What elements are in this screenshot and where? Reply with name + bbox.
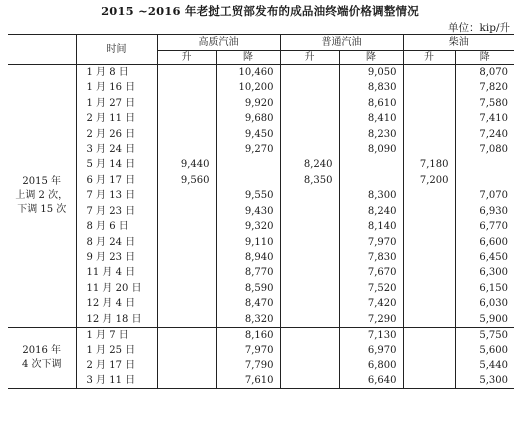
table-row — [8, 95, 514, 110]
date-cell: 1 月 25 日 — [76, 343, 157, 358]
table-row — [8, 111, 514, 126]
diesel-up-cell — [403, 296, 455, 311]
premium-down-cell: 9,680 — [216, 111, 280, 126]
diesel-down-cell: 5,300 — [479, 375, 508, 387]
regular-down-cell: 9,050 — [339, 65, 403, 81]
period-cell — [8, 65, 76, 328]
diesel-up-cell — [403, 281, 455, 296]
header-regular-up: 升 — [280, 51, 339, 65]
premium-down-cell — [216, 173, 280, 188]
diesel-up-cell — [403, 204, 455, 219]
diesel-down-cell: 6,300 — [479, 267, 508, 279]
diesel-up-cell — [403, 343, 455, 358]
regular-down-cell: 8,610 — [339, 95, 403, 110]
price-adjustment-table — [8, 34, 514, 389]
date-cell: 1 月 7 日 — [76, 327, 157, 343]
diesel-up-cell — [403, 358, 455, 373]
premium-down-cell — [216, 157, 280, 172]
diesel-up-cell — [403, 80, 455, 95]
table-title: 2015 ~2016 年老挝工贸部发布的成品油终端价格调整情况 — [101, 4, 419, 18]
regular-up-cell — [280, 111, 339, 126]
premium-down-cell: 9,270 — [216, 142, 280, 157]
table-row — [8, 265, 514, 280]
premium-down-cell: 8,470 — [216, 296, 280, 311]
premium-up-cell — [157, 265, 216, 280]
regular-up-cell — [280, 296, 339, 311]
date-cell: 8 月 6 日 — [76, 219, 157, 234]
premium-up-cell — [157, 234, 216, 249]
date-cell: 12 月 4 日 — [76, 296, 157, 311]
diesel-up-cell: 7,180 — [403, 157, 455, 172]
header-regular-gasoline: 普通汽油 — [280, 35, 403, 51]
premium-down-cell: 7,610 — [216, 373, 280, 389]
unit-label: 单位：kip/升 — [448, 22, 510, 34]
premium-up-cell — [157, 126, 216, 141]
date-cell: 3 月 11 日 — [76, 373, 157, 389]
diesel-down-cell: 7,820 — [479, 82, 508, 94]
header-regular-down: 降 — [339, 51, 403, 65]
date-cell: 12 月 18 日 — [76, 312, 157, 328]
diesel-down-cell: 5,900 — [455, 312, 514, 328]
table-row — [8, 65, 514, 81]
table-row — [8, 219, 514, 234]
date-cell: 1 月 8 日 — [76, 65, 157, 81]
regular-up-cell — [280, 204, 339, 219]
date-cell: 5 月 14 日 — [76, 157, 157, 172]
diesel-down-cell — [455, 173, 514, 188]
premium-down-cell: 8,590 — [216, 281, 280, 296]
header-premium-down: 降 — [216, 51, 280, 65]
diesel-up-cell — [403, 142, 455, 157]
premium-up-cell — [157, 188, 216, 203]
diesel-down-cell: 7,410 — [479, 113, 508, 125]
regular-down-cell: 7,970 — [339, 234, 403, 249]
diesel-down-cell: 6,150 — [479, 282, 508, 294]
regular-down-cell: 8,140 — [339, 219, 403, 234]
diesel-up-cell — [403, 188, 455, 203]
date-cell: 11 月 4 日 — [76, 265, 157, 280]
diesel-up-cell — [403, 126, 455, 141]
regular-up-cell — [280, 358, 339, 373]
table-row — [8, 312, 514, 328]
diesel-up-cell — [403, 65, 455, 81]
table-row — [8, 296, 514, 311]
regular-up-cell — [280, 219, 339, 234]
diesel-down-cell: 7,580 — [479, 97, 508, 109]
diesel-up-cell — [403, 250, 455, 265]
regular-up-cell — [280, 312, 339, 328]
regular-up-cell — [280, 265, 339, 280]
table-row — [8, 204, 514, 219]
table-row — [8, 281, 514, 296]
premium-down-cell: 10,460 — [216, 65, 280, 81]
regular-up-cell — [280, 188, 339, 203]
diesel-up-cell — [403, 95, 455, 110]
diesel-up-cell — [403, 312, 455, 328]
diesel-up-cell — [403, 327, 455, 343]
diesel-up-cell — [403, 234, 455, 249]
table-row — [8, 142, 514, 157]
date-cell: 2 月 11 日 — [76, 111, 157, 126]
regular-down-cell: 8,090 — [339, 142, 403, 157]
premium-up-cell — [157, 312, 216, 328]
premium-up-cell — [157, 65, 216, 81]
premium-up-cell — [157, 281, 216, 296]
premium-down-cell: 8,770 — [216, 265, 280, 280]
premium-up-cell — [157, 80, 216, 95]
date-cell: 8 月 24 日 — [76, 234, 157, 249]
header-empty-cell — [8, 35, 76, 65]
diesel-down-cell: 6,030 — [479, 298, 508, 310]
table-row — [8, 188, 514, 203]
table-row — [8, 157, 514, 172]
table-row — [8, 373, 514, 389]
table-row — [8, 343, 514, 358]
regular-up-cell — [280, 126, 339, 141]
regular-down-cell: 7,830 — [339, 250, 403, 265]
date-cell: 3 月 24 日 — [76, 142, 157, 157]
regular-down-cell: 7,130 — [339, 327, 403, 343]
date-cell: 9 月 23 日 — [76, 250, 157, 265]
period-label-line: 上调 2 次， — [15, 189, 69, 201]
regular-up-cell: 8,350 — [280, 173, 339, 188]
premium-up-cell: 9,440 — [157, 157, 216, 172]
regular-up-cell — [280, 95, 339, 110]
diesel-down-cell: 6,930 — [479, 205, 508, 217]
diesel-up-cell — [403, 373, 455, 389]
premium-down-cell: 9,430 — [216, 204, 280, 219]
premium-down-cell: 9,110 — [216, 234, 280, 249]
regular-up-cell — [280, 234, 339, 249]
period-label-line: 下调 15 次 — [17, 203, 67, 215]
regular-down-cell: 6,970 — [339, 343, 403, 358]
premium-down-cell: 9,450 — [216, 126, 280, 141]
regular-up-cell: 8,240 — [280, 157, 339, 172]
diesel-up-cell: 7,200 — [403, 173, 455, 188]
header-diesel-down: 降 — [455, 51, 514, 65]
premium-down-cell: 8,160 — [216, 327, 280, 343]
header-time: 时间 — [76, 35, 157, 65]
regular-up-cell — [280, 250, 339, 265]
regular-down-cell: 8,410 — [339, 111, 403, 126]
regular-down-cell: 7,290 — [339, 312, 403, 328]
premium-down-cell: 7,970 — [216, 343, 280, 358]
date-cell: 11 月 20 日 — [76, 281, 157, 296]
premium-up-cell — [157, 204, 216, 219]
premium-up-cell — [157, 358, 216, 373]
regular-down-cell: 7,520 — [339, 281, 403, 296]
premium-up-cell — [157, 95, 216, 110]
table-row — [8, 358, 514, 373]
regular-up-cell — [280, 343, 339, 358]
diesel-down-cell — [455, 157, 514, 172]
premium-up-cell — [157, 250, 216, 265]
table-row — [8, 250, 514, 265]
diesel-down-cell: 7,240 — [479, 128, 508, 140]
premium-down-cell: 9,320 — [216, 219, 280, 234]
period-label-line: 2015 年 — [22, 175, 62, 187]
table-row — [8, 80, 514, 95]
premium-up-cell — [157, 219, 216, 234]
date-cell: 6 月 17 日 — [76, 173, 157, 188]
premium-down-cell: 9,920 — [216, 95, 280, 110]
diesel-up-cell — [403, 111, 455, 126]
premium-down-cell: 8,320 — [216, 312, 280, 328]
regular-down-cell: 8,240 — [339, 204, 403, 219]
regular-up-cell — [280, 142, 339, 157]
premium-up-cell — [157, 296, 216, 311]
premium-up-cell — [157, 343, 216, 358]
date-cell: 2 月 26 日 — [76, 126, 157, 141]
regular-down-cell: 6,640 — [339, 373, 403, 389]
header-diesel-up: 升 — [403, 51, 455, 65]
regular-down-cell — [339, 173, 403, 188]
regular-down-cell — [339, 157, 403, 172]
premium-up-cell — [157, 111, 216, 126]
diesel-down-cell: 7,080 — [479, 143, 508, 155]
regular-up-cell — [280, 281, 339, 296]
table-row — [8, 327, 514, 343]
date-cell: 1 月 16 日 — [76, 80, 157, 95]
regular-down-cell: 6,800 — [339, 358, 403, 373]
premium-up-cell — [157, 373, 216, 389]
diesel-down-cell: 6,770 — [479, 221, 508, 233]
date-cell: 7 月 13 日 — [76, 188, 157, 203]
regular-down-cell: 7,670 — [339, 265, 403, 280]
diesel-down-cell: 8,070 — [479, 67, 508, 78]
header-diesel: 柴油 — [403, 35, 514, 51]
date-cell: 2 月 17 日 — [76, 358, 157, 373]
diesel-down-cell: 5,750 — [479, 329, 508, 341]
diesel-down-cell: 7,070 — [479, 190, 508, 202]
diesel-down-cell: 6,600 — [479, 236, 508, 248]
period-label-line: 2016 年 — [22, 345, 62, 356]
table-body — [8, 65, 514, 389]
premium-down-cell: 10,200 — [216, 80, 280, 95]
diesel-down-cell: 6,450 — [479, 252, 508, 264]
regular-down-cell: 8,830 — [339, 80, 403, 95]
premium-up-cell — [157, 327, 216, 343]
header-premium-gasoline: 高质汽油 — [157, 35, 280, 51]
diesel-up-cell — [403, 219, 455, 234]
premium-down-cell: 9,550 — [216, 188, 280, 203]
regular-down-cell: 8,300 — [339, 188, 403, 203]
premium-down-cell: 8,940 — [216, 250, 280, 265]
regular-down-cell: 8,230 — [339, 126, 403, 141]
period-cell — [8, 327, 76, 389]
diesel-down-cell: 5,600 — [479, 344, 508, 356]
regular-up-cell — [280, 80, 339, 95]
regular-up-cell — [280, 373, 339, 389]
regular-up-cell — [280, 327, 339, 343]
table-row — [8, 126, 514, 141]
regular-up-cell — [280, 65, 339, 81]
table-row — [8, 234, 514, 249]
header-row-groups — [8, 35, 514, 51]
diesel-up-cell — [403, 265, 455, 280]
premium-up-cell — [157, 142, 216, 157]
period-label-line: 4 次下调 — [21, 359, 62, 370]
table-row — [8, 173, 514, 188]
header-premium-up: 升 — [157, 51, 216, 65]
premium-down-cell: 7,790 — [216, 358, 280, 373]
regular-down-cell: 7,420 — [339, 296, 403, 311]
premium-up-cell: 9,560 — [157, 173, 216, 188]
date-cell: 1 月 27 日 — [76, 95, 157, 110]
date-cell: 7 月 23 日 — [76, 204, 157, 219]
diesel-down-cell: 5,440 — [479, 360, 508, 372]
